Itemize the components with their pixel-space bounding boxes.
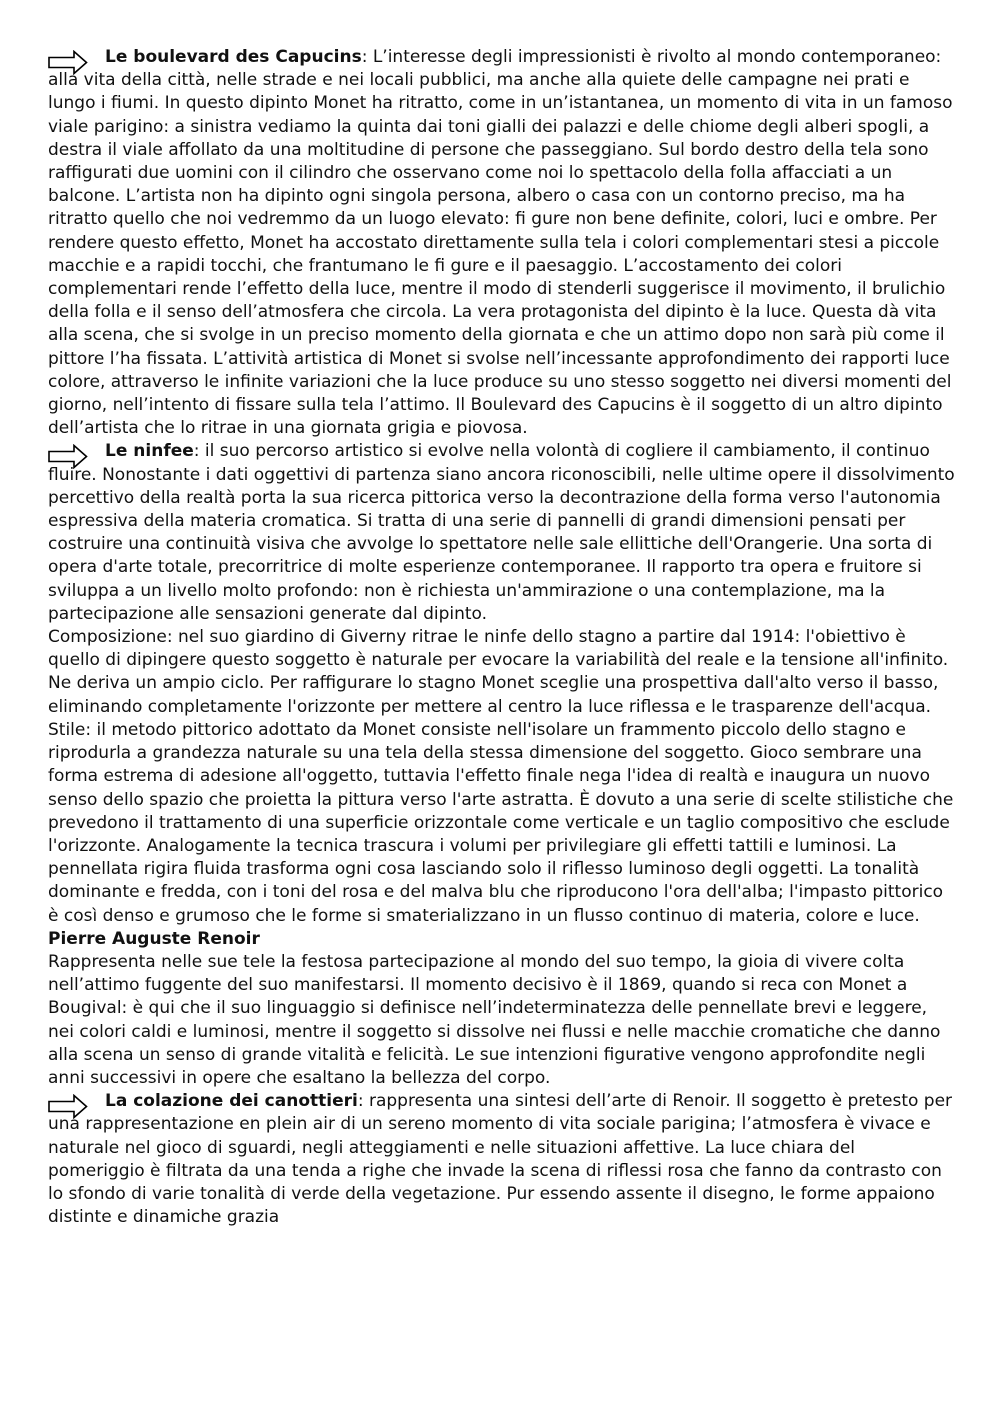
paragraph-renoir-intro: Rappresenta nelle sue tele la festosa partecipazione al mondo del suo tempo, la gioia di vivere colta nell’attimo fuggente del suo manifestarsi. Il momento decisivo è il 1869, quando si reca con Monet a Bougival: è qui che il suo linguaggio si definisce nell’indeterminatezza delle pennellate brevi e leggere, nei colori caldi e luminosi, mentre il soggetto si dissolve nei flussi e nelle macchie cromatiche che danno alla scena un senso di grande vitalità e felicità. Le sue intenzioni figurative vengono approfondite negli anni successivi in opere che esaltano la bellezza del corpo. — [48, 951, 941, 1088]
section-la-colazione-dei-canottieri — [48, 1090, 956, 1229]
right-arrow-icon — [48, 50, 88, 75]
right-arrow-icon — [48, 1094, 88, 1119]
heading-renoir — [48, 928, 956, 951]
document-page — [48, 46, 956, 1229]
section-title: Le ninfee — [105, 441, 194, 462]
heading-text: Pierre Auguste Renoir — [48, 928, 260, 949]
section-title: Le boulevard des Capucins — [105, 47, 362, 67]
section-text: : il suo percorso artistico si evolve nella volontà di cogliere il cambiamento, il continuo fluire. Nonostante i dati oggettivi di partenza siano ancora riconoscibili, nelle ultime opere il dissolvimento percettivo della realtà porta la sua ricerca pittorica verso la decontrazione della forma verso l'autonomia espressiva della materia cromatica. Si tratta di una serie di pannelli di grandi dimensioni pensati per costruire una continuità visiva che avvolge lo spettatore nelle sale ellittiche dell'Orangerie. Una sorta di opera d'arte totale, precorritrice di molte esperienze contemporanee. Il rapporto tra opera e fruitore si sviluppa a un livello molto profondo: non è richiesta un'ammirazione o una contemplazione, ma la partecipazione alle sensazioni generate dal dipinto. — [48, 441, 955, 624]
section-le-ninfee — [48, 440, 956, 626]
right-arrow-icon — [48, 444, 88, 469]
paragraph-stile: Stile: il metodo pittorico adottato da Monet consiste nell'isolare un frammento piccolo dello stagno e riprodurla a grandezza naturale su una tela della stessa dimensione del soggetto. Gioco sembrare una forma estrema di adesione all'oggetto, tuttavia l'effetto finale nega l'idea di realtà e inaugura un nuovo senso dello spazio che proietta la pittura verso l'arte astratta. È dovuto a una serie di scelte stilistiche che prevedono il trattamento di una superficie orizzontale come verticale e un taglio compositivo che esclude l'orizzonte. Analogamente la tecnica trascura i volumi per privilegiare gli effetti tattili e luminosi. La pennellata rigira fluida trasforma ogni cosa lasciando solo il riflesso luminoso degli oggetti. La tonalità dominante e fredda, con i toni del rosa e del malva blu che riproducono l'ora dell'alba; l'impasto pittorico è così denso e grumoso che le forme si smaterializzano in un flusso continuo di materia, colore e luce. — [48, 719, 954, 926]
section-text: : rappresenta una sintesi dell’arte di Renoir. Il soggetto è pretesto per una rappresentazione en plein air di un sereno momento di vita sociale parigina; l’atmosfera è vivace e naturale nel gioco di sguardi, negli atteggiamenti e nelle situazioni affettive. La luce chiara del pomeriggio è filtrata da una tenda a righe che invade la scena di riflessi rosa che fanno da contrasto con lo sfondo di varie tonalità di verde della vegetazione. Pur essendo assente il disegno, le forme appaiono distinte e dinamiche grazia — [48, 1091, 953, 1228]
paragraph-composizione: Composizione: nel suo giardino di Giverny ritrae le ninfe dello stagno a partire dal 1914: l'obiettivo è quello di dipingere questo soggetto è naturale per evocare la variabilità del reale e la tensione all'infinito. Ne deriva un ampio ciclo. Per raffigurare lo stagno Monet sceglie una prospettiva dall'alto verso il basso, eliminando completamente l'orizzonte per mettere al centro la luce riflessa e le trasparenze dell'acqua. — [48, 627, 949, 717]
section-title: La colazione dei canottieri — [105, 1091, 358, 1112]
section-boulevard-des-capucins — [48, 46, 956, 440]
section-text: : L’interesse degli impressionisti è rivolto al mondo contemporaneo: alla vita della città, nelle strade e nei locali pubblici, ma anche alla quiete delle campagne nei prati e lungo i fiumi. In questo dipinto Monet ha ritratto, come in un’istantanea, un momento di vita in un famoso viale parigino: a sinistra vediamo la quinta dai toni gialli dei palazzi e delle chiome degli alberi spogli, a destra il viale affollato da una moltitudine di persone che passeggiano. Sul bordo destro della tela sono raffigurati due uomini con il cilindro che osservano come noi lo spettacolo della folla affacciati a un balcone. L’artista non ha dipinto ogni singola persona, albero o casa con un contorno preciso, ma ha ritratto quello che noi vedremmo da un luogo elevato: fi gure non bene definite, colori, luci e ombre. Per rendere questo effetto, Monet ha accostato direttamente sulla tela i colori complementari stesi a piccole macchie e a rapidi tocchi, che frantumano le fi gure e il paesaggio. L’accostamento dei colori complementari rende l’effetto della luce, mentre il modo di stenderli suggerisce il movimento, il brulichio della folla e il senso dell’atmosfera che circola. La vera protagonista del dipinto è la luce. Questa dà vita alla scena, che si svolge in un preciso momento della giornata e che un attimo dopo non sarà più come il pittore l’ha fissata. L’attività artistica di Monet si svolse nell’incessante approfondimento dei rapporti luce colore, attraverso le infinite variazioni che la luce produce su uno stesso soggetto nei diversi momenti del giorno, nell’intento di fissare sulla tela l’attimo. Il Boulevard des Capucins è il soggetto di un altro dipinto dell’artista che lo ritrae in una giornata grigia e piovosa. — [48, 47, 953, 439]
